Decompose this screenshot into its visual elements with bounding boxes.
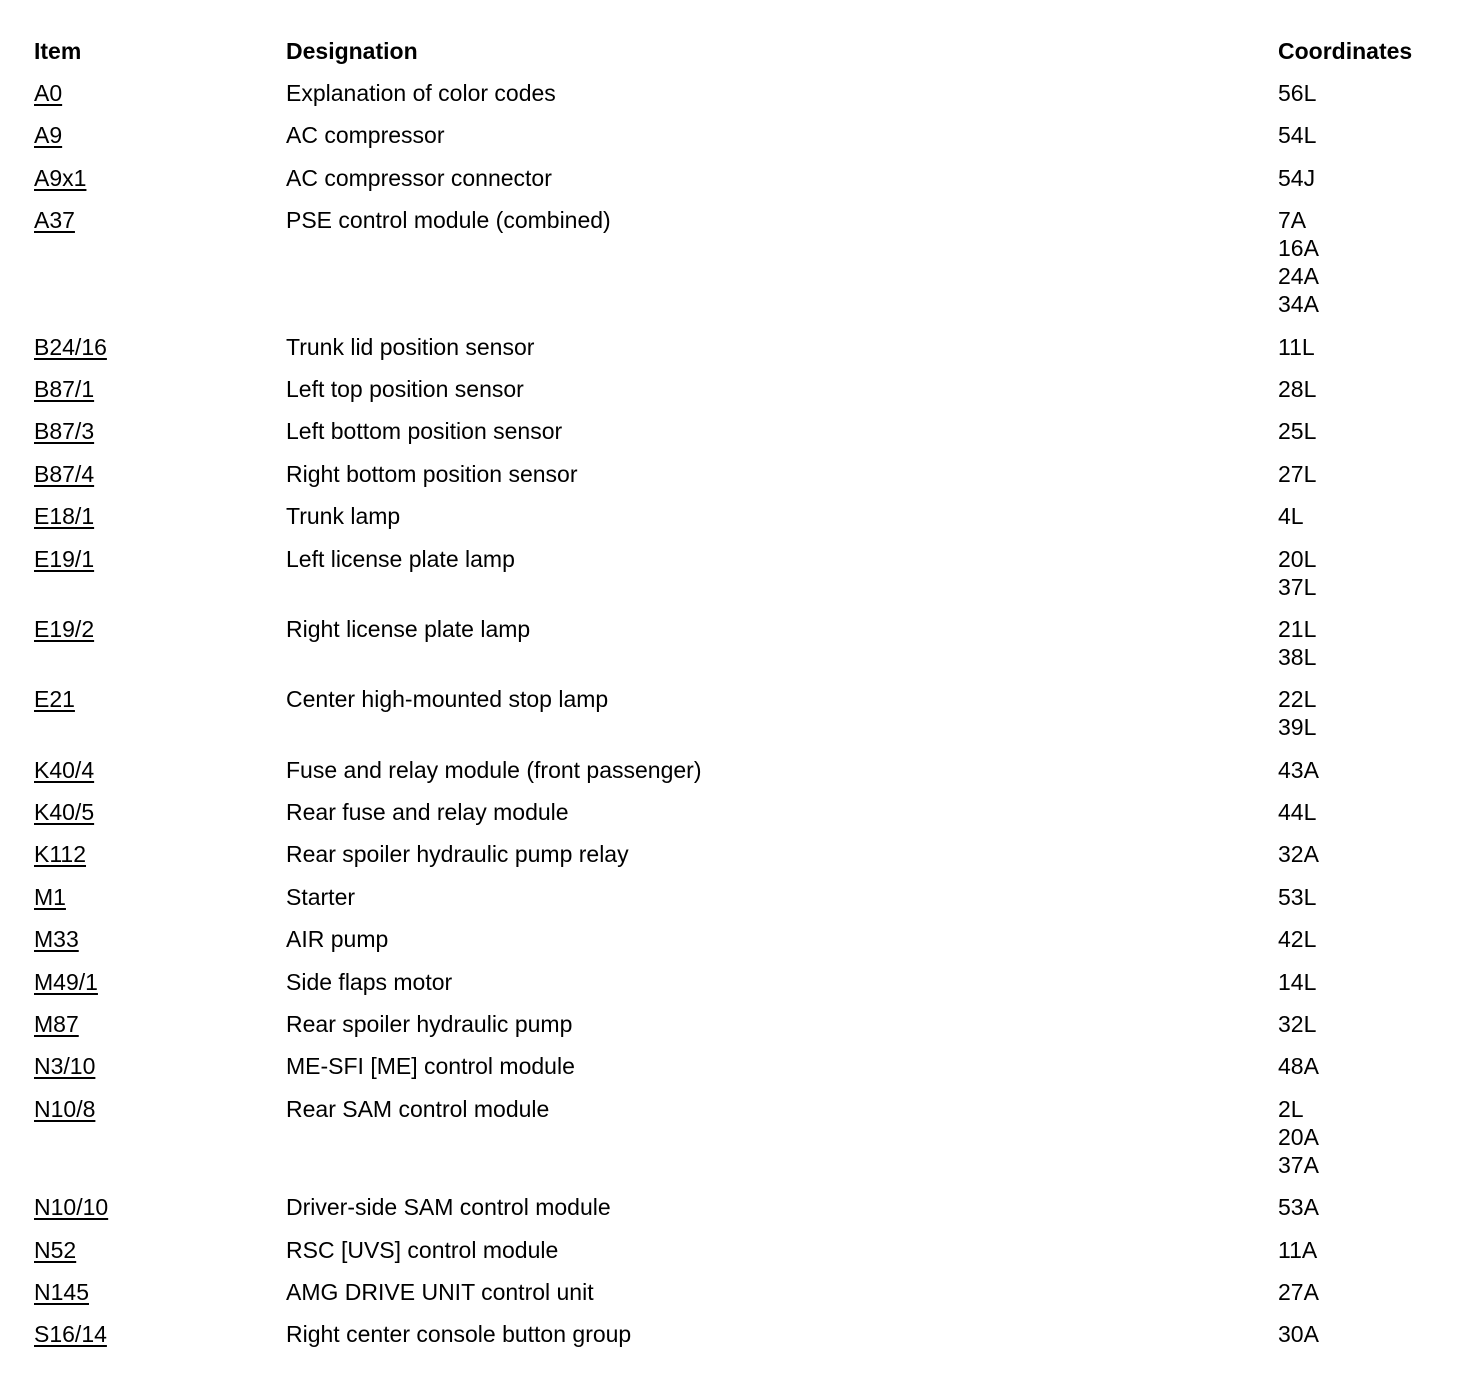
item-link[interactable]: M33: [34, 926, 79, 953]
item-link[interactable]: N145: [34, 1278, 89, 1305]
table-row: [34, 333, 1454, 361]
coordinates-cell: [1278, 925, 1454, 953]
item-link[interactable]: N52: [34, 1236, 77, 1263]
coordinate-value: 11A: [1278, 1236, 1318, 1263]
item-cell: [34, 333, 286, 361]
item-cell: [34, 206, 286, 234]
coordinate-value: 20A: [1278, 1123, 1319, 1150]
designation-cell: AC compressor connector: [286, 164, 552, 191]
item-cell: [34, 1052, 286, 1080]
coordinates-cell: [1278, 79, 1454, 107]
designation-cell: Fuse and relay module (front passenger): [286, 756, 702, 783]
item-cell: [34, 968, 286, 996]
item-cell: [34, 1320, 286, 1348]
coordinates-cell: [1278, 545, 1454, 601]
designation-cell: AIR pump: [286, 926, 389, 953]
coordinates-cell: [1278, 685, 1454, 741]
item-cell: [34, 883, 286, 911]
coordinates-cell: [1278, 417, 1454, 445]
item-link[interactable]: N10/10: [34, 1194, 109, 1221]
coordinate-value: 28L: [1278, 375, 1317, 402]
designation-cell: Rear SAM control module: [286, 1095, 550, 1122]
coordinate-value: 34A: [1278, 291, 1319, 318]
table-row: [34, 502, 1454, 530]
designation-cell: Left top position sensor: [286, 375, 524, 402]
coordinates-cell: [1278, 375, 1454, 403]
item-link[interactable]: K40/5: [34, 799, 95, 826]
coordinates-cell: [1278, 1278, 1454, 1306]
item-cell: [34, 121, 286, 149]
item-link[interactable]: A9x1: [34, 164, 87, 191]
coordinate-value: 22L: [1278, 686, 1317, 713]
item-link[interactable]: A9: [34, 122, 63, 149]
item-link[interactable]: N3/10: [34, 1053, 96, 1080]
item-link[interactable]: N10/8: [34, 1095, 96, 1122]
designation-cell: Side flaps motor: [286, 968, 453, 995]
coordinates-cell: [1278, 1095, 1454, 1179]
table-row: [34, 798, 1454, 826]
coordinate-value: 27A: [1278, 1278, 1319, 1305]
item-link[interactable]: E19/2: [34, 615, 95, 642]
table-body: [34, 79, 1454, 1348]
coordinate-value: 20L: [1278, 545, 1317, 572]
item-link[interactable]: B87/3: [34, 418, 95, 445]
coordinate-value: 39L: [1278, 714, 1317, 741]
table-row: [34, 1052, 1454, 1080]
item-link[interactable]: M87: [34, 1011, 79, 1038]
coordinate-value: 48A: [1278, 1053, 1319, 1080]
item-cell: [34, 460, 286, 488]
item-cell: [34, 1278, 286, 1306]
coordinate-value: 53A: [1278, 1194, 1319, 1221]
coordinates-cell: [1278, 883, 1454, 911]
designation-cell: PSE control module (combined): [286, 207, 611, 234]
table-row: [34, 1010, 1454, 1038]
coordinates-cell: [1278, 164, 1454, 192]
item-link[interactable]: M1: [34, 883, 66, 910]
coordinate-value: 54L: [1278, 122, 1317, 149]
item-link[interactable]: A37: [34, 207, 75, 234]
coordinate-value: 37A: [1278, 1151, 1319, 1178]
header-coordinates: Coordinates: [1278, 37, 1413, 64]
item-link[interactable]: K112: [34, 841, 87, 868]
table-row: [34, 1278, 1454, 1306]
coordinate-value: 54J: [1278, 164, 1316, 191]
designation-cell: Explanation of color codes: [286, 80, 556, 106]
item-link[interactable]: A0: [34, 80, 63, 106]
coordinates-cell: [1278, 121, 1454, 149]
header-designation: Designation: [286, 37, 418, 64]
table-row: [34, 1320, 1454, 1348]
item-cell: [34, 375, 286, 403]
coordinate-value: 21L: [1278, 615, 1317, 642]
coordinates-cell: [1278, 798, 1454, 826]
coordinate-value: 24A: [1278, 263, 1319, 290]
item-cell: [34, 417, 286, 445]
designation-cell: Rear fuse and relay module: [286, 799, 569, 826]
designation-cell: Left bottom position sensor: [286, 418, 563, 445]
coordinates-cell: [1278, 756, 1454, 784]
designation-cell: Right center console button group: [286, 1321, 632, 1348]
coordinates-cell: [1278, 502, 1454, 530]
table-row: [34, 840, 1454, 868]
table-row: [34, 756, 1454, 784]
coordinates-cell: [1278, 615, 1454, 671]
table-row: [34, 685, 1454, 741]
item-cell: [34, 164, 286, 192]
coordinates-cell: [1278, 1320, 1454, 1348]
designation-cell: AC compressor: [286, 122, 445, 149]
coordinate-value: 27L: [1278, 460, 1317, 487]
designation-cell: Right license plate lamp: [286, 615, 531, 642]
item-cell: [34, 79, 286, 107]
coordinate-value: 44L: [1278, 799, 1317, 826]
item-cell: [34, 1236, 286, 1264]
coordinate-value: 53L: [1278, 883, 1317, 910]
designation-cell: Trunk lamp: [286, 503, 401, 530]
designation-cell: Left license plate lamp: [286, 545, 515, 572]
header-item: Item: [34, 37, 82, 64]
coordinate-value: 32A: [1278, 841, 1319, 868]
item-cell: [34, 1095, 286, 1123]
table-header: [34, 37, 1454, 65]
item-link[interactable]: B24/16: [34, 333, 107, 360]
table-row: [34, 417, 1454, 445]
coordinate-value: 14L: [1278, 968, 1317, 995]
designation-cell: Right bottom position sensor: [286, 460, 578, 487]
item-cell: [34, 925, 286, 953]
designation-cell: Starter: [286, 883, 356, 910]
designation-cell: AMG DRIVE UNIT control unit: [286, 1278, 594, 1305]
item-link[interactable]: E19/1: [34, 545, 95, 572]
item-link[interactable]: M49/1: [34, 968, 98, 995]
designation-cell: Trunk lid position sensor: [286, 333, 535, 360]
item-cell: [34, 545, 286, 573]
designation-cell: Driver-side SAM control module: [286, 1194, 611, 1221]
coordinates-cell: [1278, 1193, 1454, 1221]
coordinate-value: 25L: [1278, 418, 1317, 445]
coordinate-value: 32L: [1278, 1011, 1317, 1038]
coordinate-value: 11L: [1278, 333, 1315, 360]
coordinate-value: 43A: [1278, 756, 1319, 783]
table-row: [34, 883, 1454, 911]
coordinate-value: 38L: [1278, 643, 1317, 670]
item-cell: [34, 1193, 286, 1221]
table-row: [34, 375, 1454, 403]
designation-cell: RSC [UVS] control module: [286, 1236, 559, 1263]
coordinates-cell: [1278, 1010, 1454, 1038]
item-cell: [34, 756, 286, 784]
designation-cell: Rear spoiler hydraulic pump relay: [286, 841, 629, 868]
item-cell: [34, 615, 286, 643]
coordinate-value: 7A: [1278, 207, 1307, 234]
table-row: [34, 925, 1454, 953]
item-cell: [34, 840, 286, 868]
table-row: [34, 1236, 1454, 1264]
coordinate-value: 56L: [1278, 80, 1317, 106]
item-link[interactable]: E21: [34, 686, 75, 713]
coordinates-cell: [1278, 840, 1454, 868]
component-legend-table: [34, 37, 1454, 1363]
coordinate-value: 30A: [1278, 1321, 1319, 1348]
coordinate-value: 16A: [1278, 235, 1319, 262]
item-link[interactable]: E18/1: [34, 503, 95, 530]
coordinates-cell: [1278, 333, 1454, 361]
table-row: [34, 206, 1454, 318]
coordinate-value: 37L: [1278, 573, 1317, 600]
coordinates-cell: [1278, 206, 1454, 318]
coordinates-cell: [1278, 968, 1454, 996]
item-link[interactable]: B87/4: [34, 460, 95, 487]
item-cell: [34, 685, 286, 713]
table-row: [34, 615, 1454, 671]
table-row: [34, 79, 1454, 107]
coordinate-value: 4L: [1278, 503, 1304, 530]
table-row: [34, 164, 1454, 192]
coordinate-value: 2L: [1278, 1095, 1304, 1122]
table-row: [34, 460, 1454, 488]
table-row: [34, 545, 1454, 601]
item-cell: [34, 1010, 286, 1038]
item-cell: [34, 798, 286, 826]
designation-cell: Center high-mounted stop lamp: [286, 686, 609, 713]
coordinates-cell: [1278, 460, 1454, 488]
table-row: [34, 1193, 1454, 1221]
table-row: [34, 968, 1454, 996]
item-cell: [34, 502, 286, 530]
table-row: [34, 121, 1454, 149]
item-link[interactable]: B87/1: [34, 375, 95, 402]
designation-cell: ME-SFI [ME] control module: [286, 1053, 575, 1080]
item-link[interactable]: K40/4: [34, 756, 95, 783]
coordinate-value: 42L: [1278, 926, 1317, 953]
coordinates-cell: [1278, 1052, 1454, 1080]
table-row: [34, 1095, 1454, 1179]
designation-cell: Rear spoiler hydraulic pump: [286, 1011, 573, 1038]
coordinates-cell: [1278, 1236, 1454, 1264]
item-link[interactable]: S16/14: [34, 1321, 107, 1348]
